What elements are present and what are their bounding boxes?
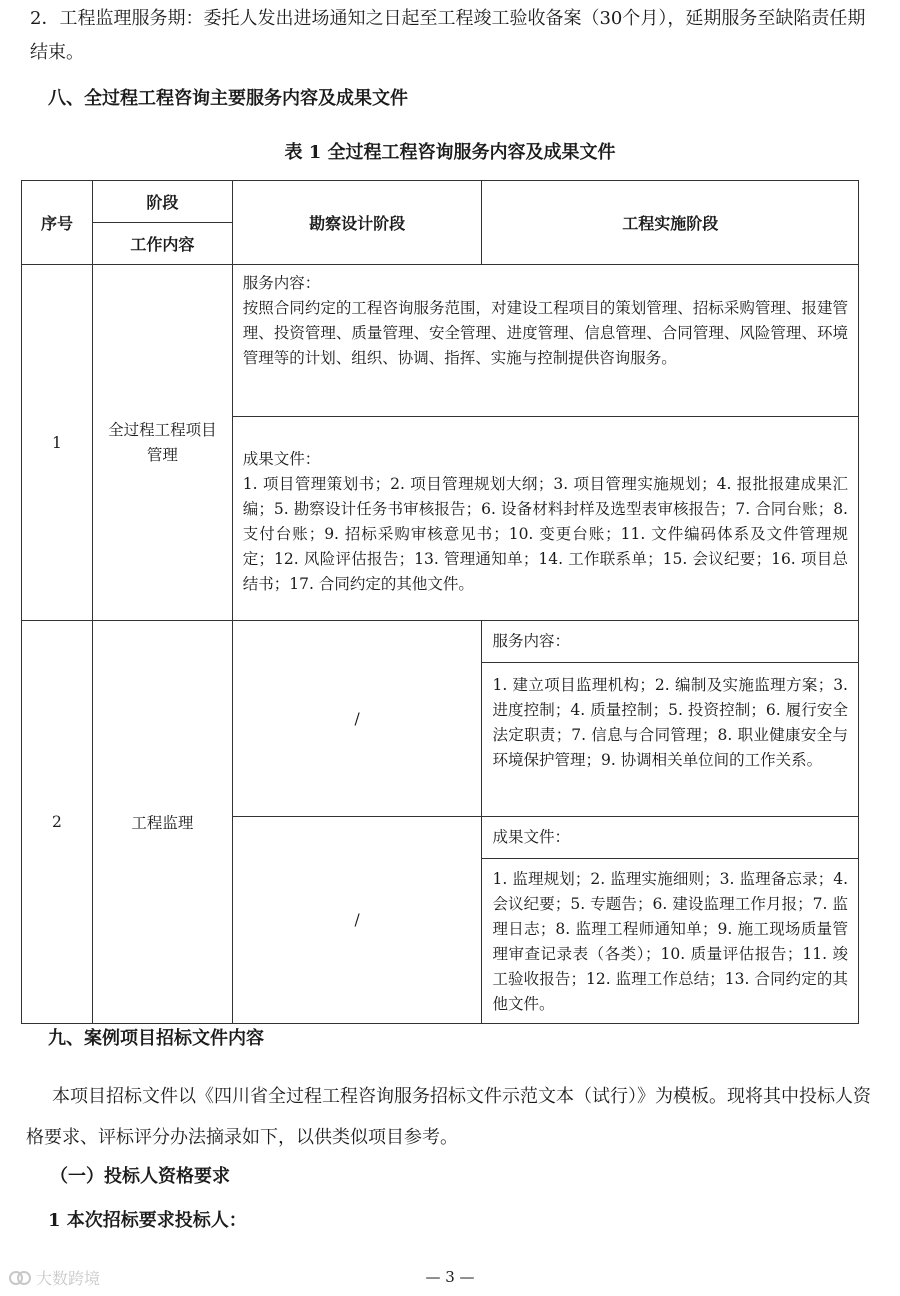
row2-survey-slash-2: / [232,817,482,1024]
header-work-content: 工作内容 [92,223,232,265]
bidder-requirement-item: 1 本次招标要求投标人： [48,1210,247,1231]
header-implementation: 工程实施阶段 [482,181,859,265]
row1-service-cell [232,265,858,417]
service-period-paragraph: 2．工程监理服务期：委托人发出进场通知之日起至工程竣工验收备案（30个月），延期服务至缺陷责任期结束。 [30,8,866,63]
row1-service-text: 按照合同约定的工程咨询服务范围，对建设工程项目的策划管理、招标采购管理、报建管理、投资管理、质量管理、安全管理、进度管理、信息管理、合同管理、风险管理、环境管理等的计划、组织、协调、指挥、实施与控制提供咨询服务。 [242,299,848,367]
row2-service-text: 1. 建立项目监理机构；2. 编制及实施监理方案；3. 进度控制；4. 质量控制；5. 投资控制；6. 履行安全法定职责；7. 信息与合同管理；8. 职业健康安全与环境保护管理；9. 协调相关单位间的工作关系。 [482,663,859,817]
header-seq: 序号 [22,181,93,265]
section-8-heading: 八、全过程工程咨询主要服务内容及成果文件 [48,88,408,109]
row1-name: 全过程工程项目管理 [92,265,232,621]
row1-result-text: 1. 项目管理策划书；2. 项目管理规划大纲；3. 项目管理实施规划；4. 报批报建成果汇编；5. 勘察设计任务书审核报告；6. 设备材料封样及选型表审核报告；7. 合同台账；8. 支付台账；9. 招标采购审核意见书；10. 变更台账；11. 文件编码体系及文件管理规定；12. 风险评估报告；13. 管理通知单；14. 工作联系单；15. 会议纪要；16. 项目总结书；17. 合同约定的其他文件。 [242,475,848,593]
row1-service-label: 服务内容： [242,274,321,292]
watermark-text: 大数跨境 [36,1269,101,1288]
row1-result-cell [232,417,858,621]
row1-seq: 1 [22,265,93,621]
row2-result-text: 1. 监理规划；2. 监理实施细则；3. 监理备忘录；4. 会议纪要；5. 专题告；6. 建设监理工作月报；7. 监理日志；8. 监理工程师通知单；9. 施工现场质量管理审查记录表（各类）；10. 质量评估报告；11. 竣工验收报告；12. 监理工作总结；13. 合同约定的其他文件。 [482,859,859,1024]
row2-seq: 2 [22,621,93,1024]
bidder-qualification-heading: （一）投标人资格要求 [50,1166,230,1187]
header-survey-design: 勘察设计阶段 [232,181,482,265]
page-number: — 3 — [425,1268,475,1286]
row2-service-label: 服务内容： [482,621,859,663]
row1-result-label: 成果文件： [242,450,321,468]
row2-result-label: 成果文件： [482,817,859,859]
section-9-heading: 九、案例项目招标文件内容 [48,1028,264,1049]
section-9-paragraph: 本项目招标文件以《四川省全过程工程咨询服务招标文件示范文本（试行）》为模板。现将其中投标人资格要求、评标评分办法摘录如下，以供类似项目参考。 [26,1086,871,1148]
row2-name: 工程监理 [92,621,232,1024]
header-stage: 阶段 [92,181,232,223]
service-content-table [21,180,859,1024]
row2-survey-slash-1: / [232,621,482,817]
table-caption: 表 1 全过程工程咨询服务内容及成果文件 [284,142,616,163]
